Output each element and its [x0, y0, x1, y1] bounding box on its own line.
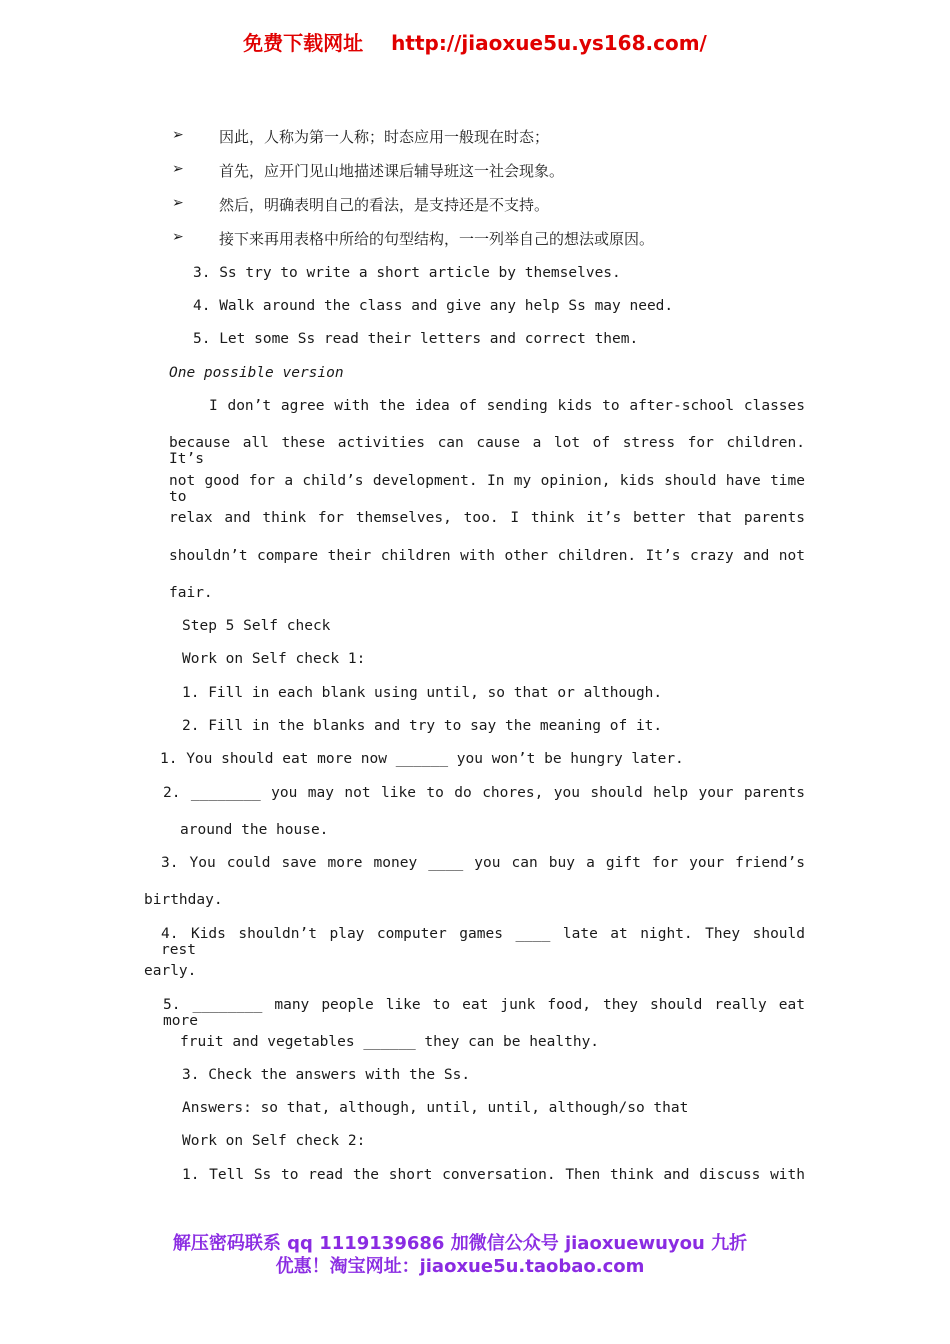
essay-line: because all these activities can cause a lot of stress for children. It’s	[169, 435, 805, 467]
bullet-arrow-icon: ➢	[172, 127, 184, 143]
essay-line: fair.	[169, 585, 213, 601]
essay-line: I don’t agree with the idea of sending kids to after-school classes	[209, 398, 805, 414]
instruction-line: 1. Tell Ss to read the short conversation. Then think and discuss with	[182, 1167, 805, 1183]
exercise-line: 5. ________ many people like to eat junk food, they should really eat more	[163, 997, 805, 1029]
answers-line: Answers: so that, although, until, until, although/so that	[182, 1100, 689, 1116]
check-answers-line: 3. Check the answers with the Ss.	[182, 1067, 471, 1083]
bullet-arrow-icon: ➢	[172, 229, 184, 245]
step5-title: Step 5 Self check	[182, 618, 331, 634]
self-check-1-heading: Work on Self check 1:	[182, 651, 366, 667]
step-item: 3. Ss try to write a short article by themselves.	[193, 265, 621, 281]
exercise-line: fruit and vegetables ______ they can be healthy.	[180, 1034, 600, 1050]
step-item: 4. Walk around the class and give any help Ss may need.	[193, 298, 674, 314]
bullet-arrow-icon: ➢	[172, 161, 184, 177]
exercise-line: 3. You could save more money ____ you can buy a gift for your friend’s	[161, 855, 805, 871]
page-header	[0, 27, 950, 56]
footer-line-1: 解压密码联系 qq 1119139686 加微信公众号 jiaoxuewuyou 九折	[172, 1233, 748, 1254]
self-check-item: 1. Fill in each blank using until, so that or although.	[182, 685, 663, 701]
footer-line-2: 优惠！淘宝网址：jiaoxue5u.taobao.com	[275, 1256, 645, 1277]
bullet-text: 首先，应开门见山地描述课后辅导班这一社会现象。	[219, 162, 565, 180]
exercise-line: around the house.	[180, 822, 329, 838]
bullet-text: 因此，人称为第一人称；时态应用一般现在时态；	[219, 128, 550, 146]
essay-line: relax and think for themselves, too. I think it’s better that parents	[169, 510, 805, 526]
header-label: 免费下载网址	[243, 31, 364, 55]
exercise-line: birthday.	[144, 892, 223, 908]
self-check-item: 2. Fill in the blanks and try to say the meaning of it.	[182, 718, 663, 734]
self-check-2-heading: Work on Self check 2:	[182, 1133, 366, 1149]
essay-line: not good for a child’s development. In my opinion, kids should have time to	[169, 473, 805, 505]
step-item: 5. Let some Ss read their letters and correct them.	[193, 331, 639, 347]
version-title: One possible version	[169, 365, 344, 381]
header-url[interactable]: http://jiaoxue5u.ys168.com/	[391, 31, 707, 55]
exercise-line: early.	[144, 963, 197, 979]
bullet-text: 接下来再用表格中所给的句型结构，一一列举自己的想法或原因。	[219, 230, 655, 248]
exercise-line: 1. You should eat more now ______ you won’t be hungry later.	[160, 751, 684, 767]
essay-line: shouldn’t compare their children with other children. It’s crazy and not	[169, 548, 805, 564]
bullet-arrow-icon: ➢	[172, 195, 184, 211]
exercise-line: 4. Kids shouldn’t play computer games ____ late at night. They should rest	[161, 926, 805, 958]
exercise-line: 2. ________ you may not like to do chores, you should help your parents	[163, 785, 805, 801]
bullet-text: 然后，明确表明自己的看法，是支持还是不支持。	[219, 196, 550, 214]
